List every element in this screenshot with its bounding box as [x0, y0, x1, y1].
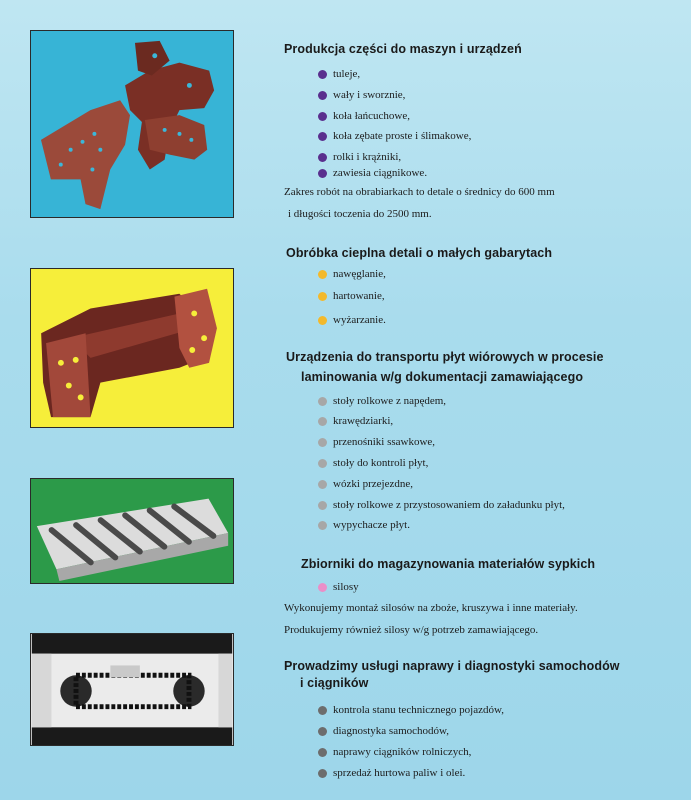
paragraph: i długości toczenia do 2500 mm. [288, 208, 432, 220]
list-item: kontrola stanu technicznego pojazdów, [318, 704, 504, 717]
list-item: sprzedaż hurtowa paliw i olei. [318, 767, 465, 780]
list-item: wyżarzanie. [318, 314, 386, 327]
bullet-icon [318, 169, 327, 178]
list-item: hartowanie, [318, 290, 385, 303]
frame-illustration [31, 269, 233, 427]
list-item: diagnostyka samochodów, [318, 725, 449, 738]
bullet-icon [318, 292, 327, 301]
bullet-icon [318, 727, 327, 736]
section-heading-transport-devices-line2: laminowania w/g dokumentacji zamawiającego [301, 370, 584, 384]
bullet-icon [318, 132, 327, 141]
bullet-icon [318, 459, 327, 468]
bullet-icon [318, 270, 327, 279]
list-item: tuleje, [318, 68, 360, 81]
list-item: wózki przejezdne, [318, 478, 413, 491]
list-item: stoły rolkowe z przystosowaniem do załadunku płyt, [318, 499, 565, 512]
bullet-icon [318, 438, 327, 447]
list-item: koła zębate proste i ślimakowe, [318, 130, 471, 143]
bullet-icon [318, 316, 327, 325]
photo-chain-conveyor [30, 633, 234, 746]
bullet-icon [318, 521, 327, 530]
list-item: koła łańcuchowe, [318, 110, 410, 123]
list-item: zawiesia ciągnikowe. [318, 167, 427, 180]
bullet-icon [318, 480, 327, 489]
section-heading-parts-production: Produkcja części do maszyn i urządzeń [284, 42, 522, 56]
list-item: wypychacze płyt. [318, 519, 410, 532]
bullet-icon [318, 706, 327, 715]
bullet-icon [318, 91, 327, 100]
list-item: stoły rolkowe z napędem, [318, 395, 446, 408]
section-heading-transport-devices: Urządzenia do transportu płyt wiórowych w procesie [286, 350, 604, 364]
photo-tractor-hitch-bracket [30, 30, 234, 218]
list-item: nawęglanie, [318, 268, 386, 281]
bracket-illustration [31, 31, 233, 217]
bullet-icon [318, 153, 327, 162]
paragraph: Wykonujemy montaż silosów na zboże, kruszywa i inne materiały. [284, 602, 578, 614]
roller-table-illustration [31, 479, 233, 583]
list-item: rolki i krążniki, [318, 151, 401, 164]
list-item: krawędziarki, [318, 415, 393, 428]
bullet-icon [318, 769, 327, 778]
bullet-icon [318, 397, 327, 406]
section-heading-repair-services-line2: i ciągników [300, 676, 369, 690]
list-item: silosy [318, 581, 359, 594]
chain-conveyor-illustration [31, 634, 233, 745]
paragraph: Produkujemy również silosy w/g potrzeb zamawiającego. [284, 624, 539, 636]
section-heading-heat-treatment: Obróbka cieplna detali o małych gabarytach [286, 246, 553, 260]
list-item: naprawy ciągników rolniczych, [318, 746, 471, 759]
paragraph: Zakres robót na obrabiarkach to detale o średnicy do 600 mm [284, 186, 555, 198]
bullet-icon [318, 417, 327, 426]
bullet-icon [318, 70, 327, 79]
photo-frame-bracket [30, 268, 234, 428]
bullet-icon [318, 583, 327, 592]
list-item: przenośniki ssawkowe, [318, 436, 435, 449]
bullet-icon [318, 748, 327, 757]
list-item: wały i sworznie, [318, 89, 405, 102]
bullet-icon [318, 501, 327, 510]
list-item: stoły do kontroli płyt, [318, 457, 428, 470]
photo-roller-table [30, 478, 234, 584]
bullet-icon [318, 112, 327, 121]
section-heading-repair-services: Prowadzimy usługi naprawy i diagnostyki samochodów [284, 659, 620, 673]
section-heading-silos: Zbiorniki do magazynowania materiałów sypkich [301, 557, 596, 571]
